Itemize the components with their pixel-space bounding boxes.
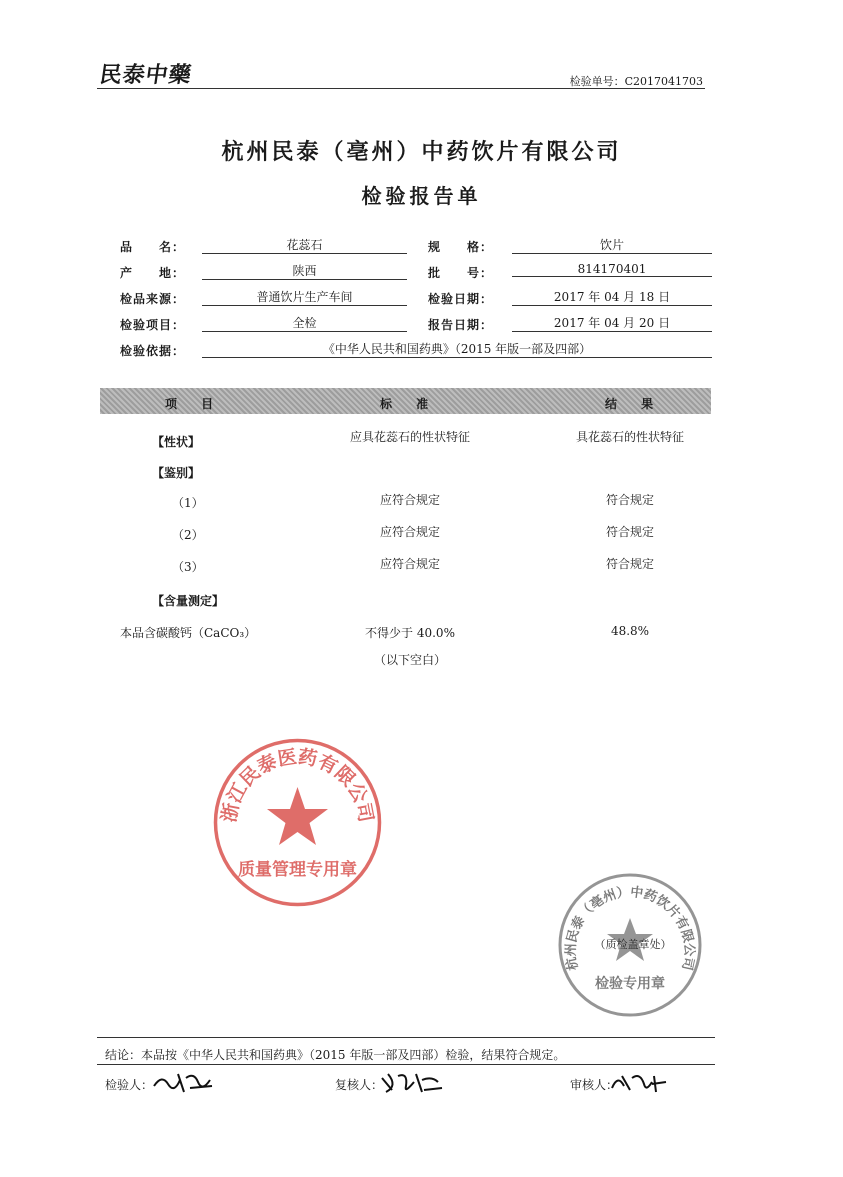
- traits-standard: 应具花蕊石的性状特征: [349, 430, 470, 444]
- assay-result: 48.8%: [610, 624, 650, 638]
- batch-label: 批 号：: [428, 266, 494, 280]
- col-result-header: 结 果: [605, 397, 664, 411]
- col-item-header: 项 目: [165, 397, 224, 411]
- ident-row-1-result: 符合规定: [605, 493, 654, 507]
- ident-section-title: 【鉴别】: [152, 466, 201, 480]
- spec-value: 饮片: [512, 236, 712, 254]
- conclusion-text: 结论：本品按《中华人民共和国药典》（2015 年版一部及四部）检验，结果符合规定。: [105, 1048, 566, 1062]
- col-standard-header: 标 准: [380, 397, 439, 411]
- footer-bottom-divider: [97, 1064, 715, 1065]
- source-value: 普通饮片生产车间: [202, 288, 407, 306]
- report-date-value: 2017 年 04 月 20 日: [512, 314, 712, 332]
- traits-result: 具花蕊石的性状特征: [575, 430, 684, 444]
- reviewer-signature: [378, 1068, 448, 1096]
- basis-label: 检验依据：: [120, 344, 186, 358]
- company-name: 杭州民泰（亳州）中药饮片有限公司: [221, 139, 622, 165]
- assay-section-title: 【含量测定】: [152, 594, 225, 608]
- approver-label: 审核人：: [570, 1078, 619, 1092]
- company-logo: 民泰中藥: [97, 62, 194, 88]
- basis-value: 《中华人民共和国药典》（2015 年版一部及四部）: [202, 340, 712, 358]
- name-label: 品 名：: [120, 240, 186, 254]
- red-stamp-bottom-text: 质量管理专用章: [238, 860, 357, 880]
- inspect-date-label: 检验日期：: [428, 292, 494, 306]
- origin-value: 陕西: [202, 262, 407, 280]
- ident-row-3-label: （3）: [172, 560, 204, 574]
- gray-stamp-middle-text: （质检盖章处）: [594, 938, 672, 951]
- ident-row-1-standard: 应符合规定: [379, 493, 440, 507]
- ident-row-1-label: （1）: [172, 496, 204, 510]
- ident-row-3-result: 符合规定: [605, 557, 654, 571]
- ident-row-2-standard: 应符合规定: [379, 525, 440, 539]
- red-stamp-top-text: 浙江民泰医药有限公司: [218, 745, 377, 825]
- ident-row-2-label: （2）: [172, 528, 204, 542]
- item-value: 全检: [202, 314, 407, 332]
- ident-row-2-result: 符合规定: [605, 525, 654, 539]
- inspector-signature: [150, 1068, 220, 1096]
- inspector-label: 检验人：: [105, 1078, 154, 1092]
- approver-signature: [608, 1068, 672, 1096]
- red-quality-stamp: [210, 735, 385, 910]
- report-date-label: 报告日期：: [428, 318, 494, 332]
- ident-row-3-standard: 应符合规定: [379, 557, 440, 571]
- assay-item: 本品含碳酸钙（CaCO₃）: [120, 626, 257, 640]
- gray-stamp-top-text: 杭州民泰（亳州）中药饮片有限公司: [563, 885, 697, 972]
- spec-label: 规 格：: [428, 240, 494, 254]
- gray-inspection-stamp: [555, 870, 705, 1020]
- batch-value: 814170401: [512, 262, 712, 277]
- reviewer-label: 复核人：: [335, 1078, 384, 1092]
- assay-standard: 不得少于 40.0%: [365, 626, 455, 640]
- name-value: 花蕊石: [202, 236, 407, 254]
- report-number: 检验单号：C2017041703: [569, 75, 703, 88]
- header-divider: [97, 88, 705, 89]
- blank-note: （以下空白）: [373, 653, 446, 667]
- inspect-date-value: 2017 年 04 月 18 日: [512, 288, 712, 306]
- traits-section-title: 【性状】: [152, 435, 201, 449]
- document-title: 检验报告单: [361, 184, 482, 208]
- origin-label: 产 地：: [120, 266, 186, 280]
- footer-top-divider: [97, 1037, 715, 1038]
- source-label: 检品来源：: [120, 292, 186, 306]
- item-label: 检验项目：: [120, 318, 186, 332]
- gray-stamp-bottom-text: 检验专用章: [595, 976, 665, 992]
- red-stamp-star-icon: [267, 787, 328, 845]
